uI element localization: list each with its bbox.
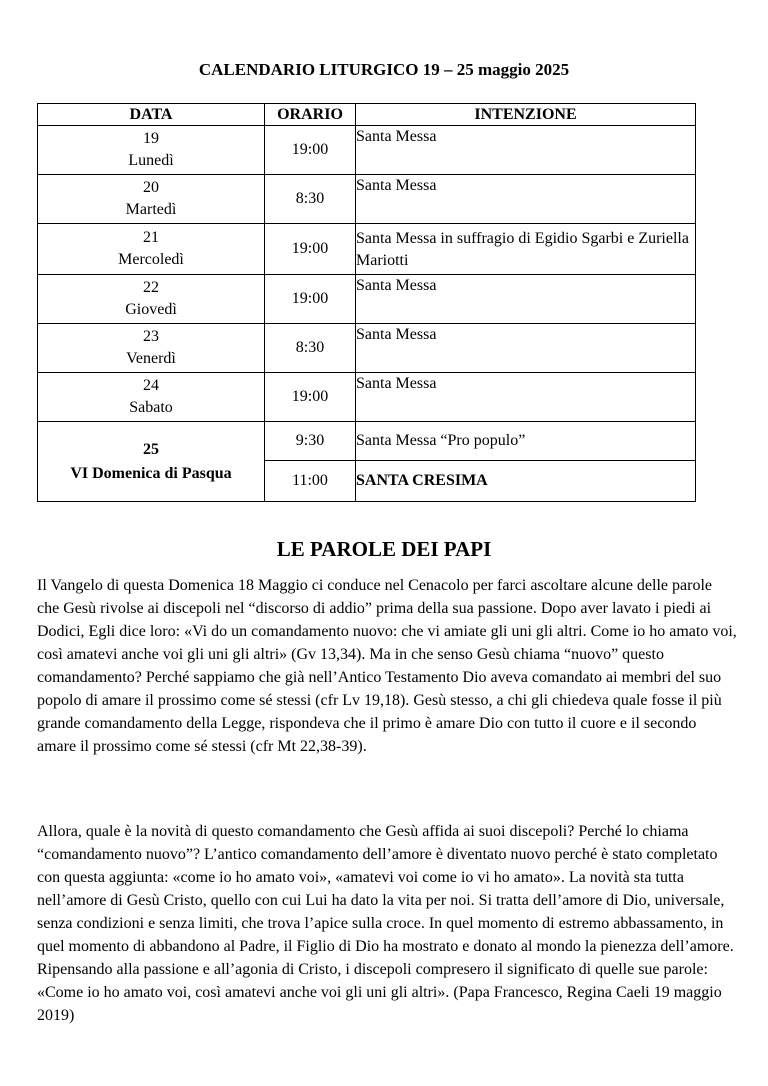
date-cell xyxy=(38,275,265,324)
sunday-name: VI Domenica di Pasqua xyxy=(70,464,232,482)
table-row xyxy=(38,373,696,422)
time-cell: 9:30 xyxy=(265,422,356,461)
weekday: Martedì xyxy=(125,201,177,218)
intention-cell: SANTA CRESIMA xyxy=(356,461,696,502)
table-row xyxy=(38,324,696,373)
date-cell xyxy=(38,324,265,373)
table-row xyxy=(38,126,696,175)
section-title: LE PAROLE DEI PAPI xyxy=(276,537,492,561)
date-cell xyxy=(38,175,265,224)
intention-cell: Santa Messa xyxy=(356,126,696,175)
time-cell: 19:00 xyxy=(265,275,356,324)
day-number: 21 xyxy=(143,229,159,246)
weekday: Venerdì xyxy=(126,350,176,367)
table-row xyxy=(38,175,696,224)
day-number: 19 xyxy=(143,130,159,147)
intention-cell: Santa Messa “Pro populo” xyxy=(356,422,696,461)
table-row xyxy=(38,275,696,324)
day-number: 22 xyxy=(143,279,159,296)
paragraph-2: Allora, quale è la novità di questo comandamento che Gesù affida ai suoi discepoli? Perché lo chiama “comandamento nuovo”? L’antico comandamento dell’amore è diventato nuovo perché è stato completato con questa aggiunta: «come io ho amato voi», «amatevi voi come io vi ho amato». La novità sta tutta nell’amore di Gesù Cristo, quello con cui Lui ha dato la vita per noi. Si tratta dell’amore di Dio, universale, senza condizioni e senza limiti, che trova l’apice sulla croce. In quel momento di estremo abbassamento, in quel momento di abbandono al Padre, il Figlio di Dio ha mostrato e donato al mondo la pienezza dell’amore. Ripensando alla passione e all’agonia di Cristo, i discepoli compresero il significato di quelle sue parole: «Come io ho amato voi, così amatevi anche voi gli uni gli altri». (Papa Francesco, Regina Caeli 19 maggio 2019) xyxy=(37,823,734,1024)
time-cell: 8:30 xyxy=(265,175,356,224)
intention-cell: Santa Messa xyxy=(356,324,696,373)
table-row xyxy=(38,224,696,275)
table-header-row xyxy=(38,104,696,126)
weekday: Lunedì xyxy=(128,152,174,169)
page-title: CALENDARIO LITURGICO 19 – 25 maggio 2025 xyxy=(198,60,570,79)
weekday: Sabato xyxy=(129,399,173,416)
time-cell: 19:00 xyxy=(265,373,356,422)
time-cell: 8:30 xyxy=(265,324,356,373)
header-orario: ORARIO xyxy=(265,104,356,126)
date-cell xyxy=(38,126,265,175)
day-number: 20 xyxy=(143,179,159,196)
time-cell: 11:00 xyxy=(265,461,356,502)
intention-cell: Santa Messa xyxy=(356,373,696,422)
weekday: Mercoledì xyxy=(118,251,184,268)
day-number: 24 xyxy=(143,377,159,394)
sunday-date-cell xyxy=(38,422,265,502)
time-cell: 19:00 xyxy=(265,224,356,275)
date-cell xyxy=(38,373,265,422)
date-cell xyxy=(38,224,265,275)
header-data: DATA xyxy=(38,104,265,126)
header-intenzione: INTENZIONE xyxy=(356,104,696,126)
liturgical-calendar-table xyxy=(37,103,696,502)
intention-cell: Santa Messa xyxy=(356,275,696,324)
paragraph-1: Il Vangelo di questa Domenica 18 Maggio ci conduce nel Cenacolo per farci ascoltare alcune delle parole che Gesù rivolse ai discepoli nel “discorso di addio” prima della sua passione. Dopo aver lavato i piedi ai Dodici, Egli dice loro: «Vi do un comandamento nuovo: che vi amiate gli uni gli altri. Come io ho amato voi, così amatevi anche voi gli uni gli altri» (Gv 13,34). Ma in che senso Gesù chiama “nuovo” questo comandamento? Perché sappiamo che già nell’Antico Testamento Dio aveva comandato ai membri del suo popolo di amare il prossimo come sé stessi (cfr Lv 19,18). Gesù stesso, a chi gli chiedeva quale fosse il più grande comandamento della Legge, rispondeva che il primo è amare Dio con tutto il cuore e il secondo amare il prossimo come sé stessi (cfr Mt 22,38-39). xyxy=(37,577,737,755)
day-number: 25 xyxy=(143,440,159,458)
weekday: Giovedì xyxy=(125,301,177,318)
intention-cell: Santa Messa in suffragio di Egidio Sgarbi e Zuriella Mariotti xyxy=(356,224,696,275)
intention-cell: Santa Messa xyxy=(356,175,696,224)
day-number: 23 xyxy=(143,328,159,345)
time-cell: 19:00 xyxy=(265,126,356,175)
table-row-sunday xyxy=(38,422,696,461)
